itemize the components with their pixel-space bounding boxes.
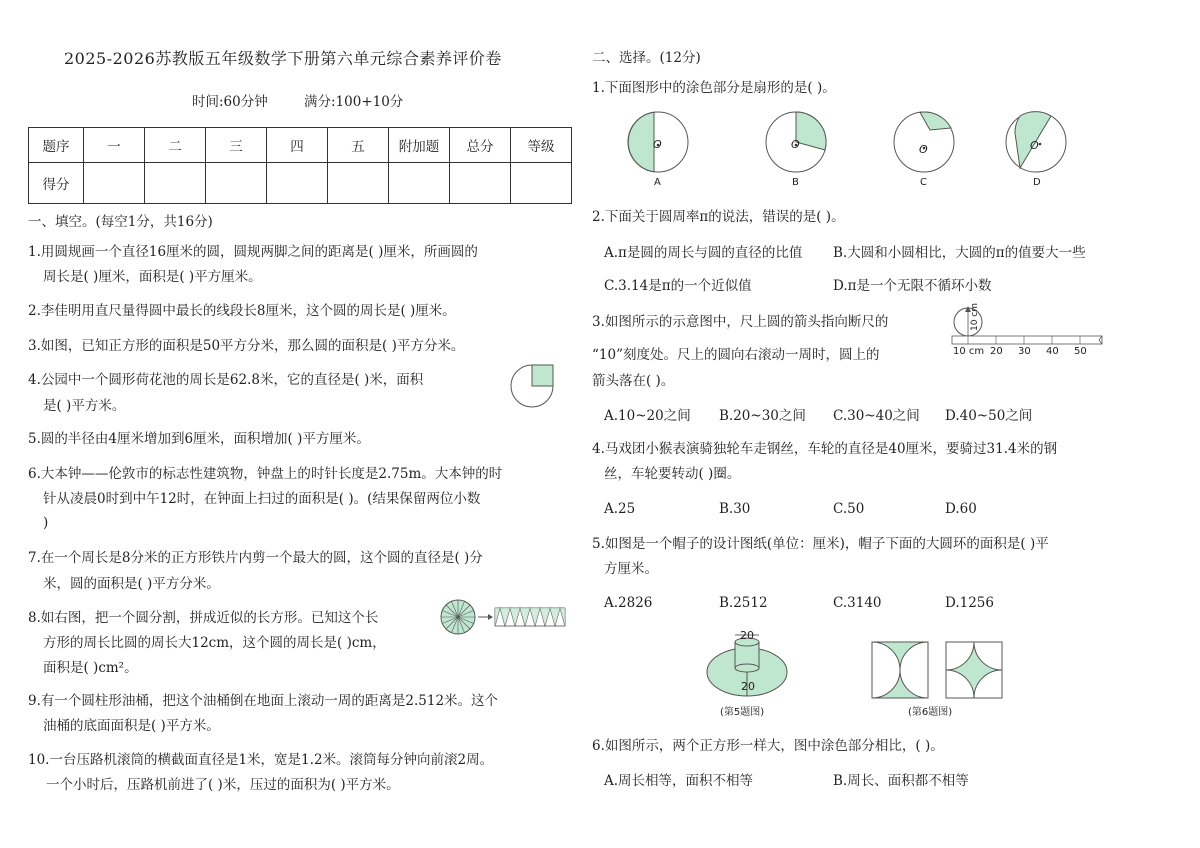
choice-question-3-line2: “10”刻度处。尺上的圆向右滚动一周时，圆上的 xyxy=(592,347,880,363)
score-cell[interactable] xyxy=(511,163,572,204)
score-table-header-row xyxy=(29,128,572,163)
question-7-line2: 米，圆的面积是( )平方分米。 xyxy=(43,576,220,592)
choice-3-option-a: A.10~20之间 xyxy=(604,408,691,424)
choice-question-5-line2: 方厘米。 xyxy=(604,561,658,577)
section1-title: 一、填空。(每空1分，共16分) xyxy=(28,214,213,230)
table-header-cell: 等级 xyxy=(511,128,572,163)
choice-5-option-c: C.3140 xyxy=(833,595,882,611)
sector-options-figure xyxy=(620,108,1080,192)
option-label-c: C xyxy=(920,177,927,188)
choice-2-option-a: A.π是圆的周长与圆的直径的比值 xyxy=(604,245,803,261)
choice-3-option-b: B.20~30之间 xyxy=(719,408,806,424)
table-header-cell: 四 xyxy=(267,128,328,163)
ruler-circle-label: 10 cm xyxy=(970,302,981,332)
time-info: 时间:60分钟 xyxy=(192,94,268,110)
choice-question-1: 1.下面图形中的涂色部分是扇形的是( )。 xyxy=(592,80,836,96)
center-label: O xyxy=(1030,139,1039,152)
divided-circle-icon xyxy=(441,600,475,634)
question-8-line2: 方形的周长比圆的周长大12cm，这个圆的周长是( )cm， xyxy=(43,635,386,651)
choice-5-option-a: A.2826 xyxy=(604,595,653,611)
choice-4-option-d: D.60 xyxy=(945,501,977,517)
choice-question-5-line1: 5.如图是一个帽子的设计图纸(单位：厘米)，帽子下面的大圆环的面积是( )平 xyxy=(592,536,1049,552)
score-cell[interactable] xyxy=(206,163,267,204)
choice-2-option-d: D.π是一个无限不循环小数 xyxy=(833,278,992,294)
choice-3-option-c: C.30~40之间 xyxy=(833,408,920,424)
hat-top-dimension: 20 xyxy=(740,629,754,642)
question-2: 2.李佳明用直尺量得圆中最长的线段长8厘米，这个圆的周长是( )厘米。 xyxy=(28,303,456,319)
choice-4-option-c: C.50 xyxy=(833,501,865,517)
question-4-line1: 4.公园中一个圆形荷花池的周长是62.8米，它的直径是( )米，面积 xyxy=(28,372,424,388)
score-cell[interactable] xyxy=(145,163,206,204)
choice-question-4-line1: 4.马戏团小猴表演骑独轮车走钢丝，车轮的直径是40厘米，要骑过31.4米的钢 xyxy=(592,441,1058,457)
choice-4-option-a: A.25 xyxy=(604,501,636,517)
center-label: O xyxy=(919,143,928,156)
center-label: O xyxy=(791,138,800,151)
question-1-line2: 周长是( )厘米，面积是( )平方厘米。 xyxy=(43,269,262,285)
circle-square-figure xyxy=(506,360,558,410)
question-5: 5.圆的半径由4厘米增加到6厘米，面积增加( )平方厘米。 xyxy=(28,431,370,447)
score-table-row xyxy=(29,163,572,204)
score-cell[interactable] xyxy=(450,163,511,204)
figure-6-caption: (第6题图) xyxy=(908,707,953,718)
question-7-line1: 7.在一个周长是8分米的正方形铁片内剪一个最大的圆，这个圆的直径是( )分 xyxy=(28,550,483,566)
option-label-b: B xyxy=(792,177,799,188)
question-3: 3.如图，已知正方形的面积是50平方分米，那么圆的面积是( )平方分米。 xyxy=(28,338,465,354)
ruler-tick-label: 50 xyxy=(1074,346,1087,357)
score-table xyxy=(28,127,572,204)
zigzag-rectangle-icon xyxy=(495,608,565,626)
section2-title: 二、选择。(12分) xyxy=(592,50,701,66)
choice-question-3-line3: 箭头落在( )。 xyxy=(592,373,675,389)
circle-to-rectangle-figure xyxy=(438,598,570,638)
ruler-tick-label: 40 xyxy=(1046,346,1059,357)
score-cell[interactable] xyxy=(84,163,145,204)
table-header-cell: 题序 xyxy=(29,128,84,163)
table-header-cell: 总分 xyxy=(450,128,511,163)
arrow-right-icon xyxy=(478,614,493,620)
table-header-cell: 附加题 xyxy=(389,128,450,163)
choice-question-3-line1: 3.如图所示的示意图中，尺上圆的箭头指向断尺的 xyxy=(592,314,889,330)
squares-figure xyxy=(870,640,1010,702)
choice-4-option-b: B.30 xyxy=(719,501,751,517)
table-header-cell: 五 xyxy=(328,128,389,163)
table-header-cell: 一 xyxy=(84,128,145,163)
choice-question-2: 2.下面关于圆周率π的说法，错误的是( )。 xyxy=(592,209,845,225)
question-6-line1: 6.大本钟——伦敦市的标志性建筑物，钟盘上的时针长度是2.75m。大本钟的时 xyxy=(28,466,503,482)
figure-5-caption: (第5题图) xyxy=(720,707,765,718)
question-8-line1: 8.如右图，把一个圆分割，拼成近似的长方形。已知这个长 xyxy=(28,610,379,626)
question-10-line1: 10.一台压路机滚筒的横截面直径是1米，宽是1.2米。滚筒每分钟向前滚2周。 xyxy=(28,752,494,768)
center-label: O xyxy=(653,138,662,151)
ruler-tick-label: 10 cm xyxy=(953,346,985,357)
score-cell[interactable] xyxy=(267,163,328,204)
ruler-tick-label: 20 xyxy=(990,346,1003,357)
choice-2-option-b: B.大圆和小圆相比，大圆的π的值要大一些 xyxy=(833,245,1086,261)
question-6-line3: ) xyxy=(43,515,49,531)
question-1-line1: 1.用圆规画一个直径16厘米的圆，圆规两脚之间的距离是( )厘米，所画圆的 xyxy=(28,244,478,260)
question-10-line2: 一个小时后，压路机前进了( )米，压过的面积为( )平方米。 xyxy=(46,777,400,793)
choice-2-option-c: C.3.14是π的一个近似值 xyxy=(604,278,752,294)
table-row-label: 得分 xyxy=(29,163,84,204)
score-cell[interactable] xyxy=(328,163,389,204)
page-title: 2025-2026苏教版五年级数学下册第六单元综合素养评价卷 xyxy=(64,49,502,68)
choice-5-option-b: B.2512 xyxy=(719,595,768,611)
choice-3-option-d: D.40~50之间 xyxy=(945,408,1033,424)
score-info: 满分:100+10分 xyxy=(304,94,404,110)
option-label-d: D xyxy=(1033,177,1041,188)
score-cell[interactable] xyxy=(389,163,450,204)
choice-6-option-a: A.周长相等，面积不相等 xyxy=(604,773,754,789)
choice-question-4-line2: 丝，车轮要转动( )圈。 xyxy=(604,466,741,482)
question-4-line2: 是( )平方米。 xyxy=(43,398,126,414)
table-header-cell: 三 xyxy=(206,128,267,163)
ruler-tick-label: 30 xyxy=(1018,346,1031,357)
table-header-cell: 二 xyxy=(145,128,206,163)
choice-5-option-d: D.1256 xyxy=(945,595,994,611)
question-6-line2: 针从凌晨0时到中午12时，在钟面上扫过的面积是( )。(结果保留两位小数 xyxy=(43,491,481,507)
option-c-figure xyxy=(894,112,954,172)
question-9-line2: 油桶的底面面积是( )平方米。 xyxy=(43,718,220,734)
choice-question-6: 6.如图所示，两个正方形一样大，图中涂色部分相比，( )。 xyxy=(592,738,944,754)
question-8-line3: 面积是( )cm²。 xyxy=(43,660,138,676)
option-label-a: A xyxy=(654,177,661,188)
choice-6-option-b: B.周长、面积都不相等 xyxy=(833,773,969,789)
hat-bottom-dimension: 20 xyxy=(741,680,755,693)
question-9-line1: 9.有一个圆柱形油桶，把这个油桶倒在地面上滚动一周的距离是2.512米。这个 xyxy=(28,693,499,709)
